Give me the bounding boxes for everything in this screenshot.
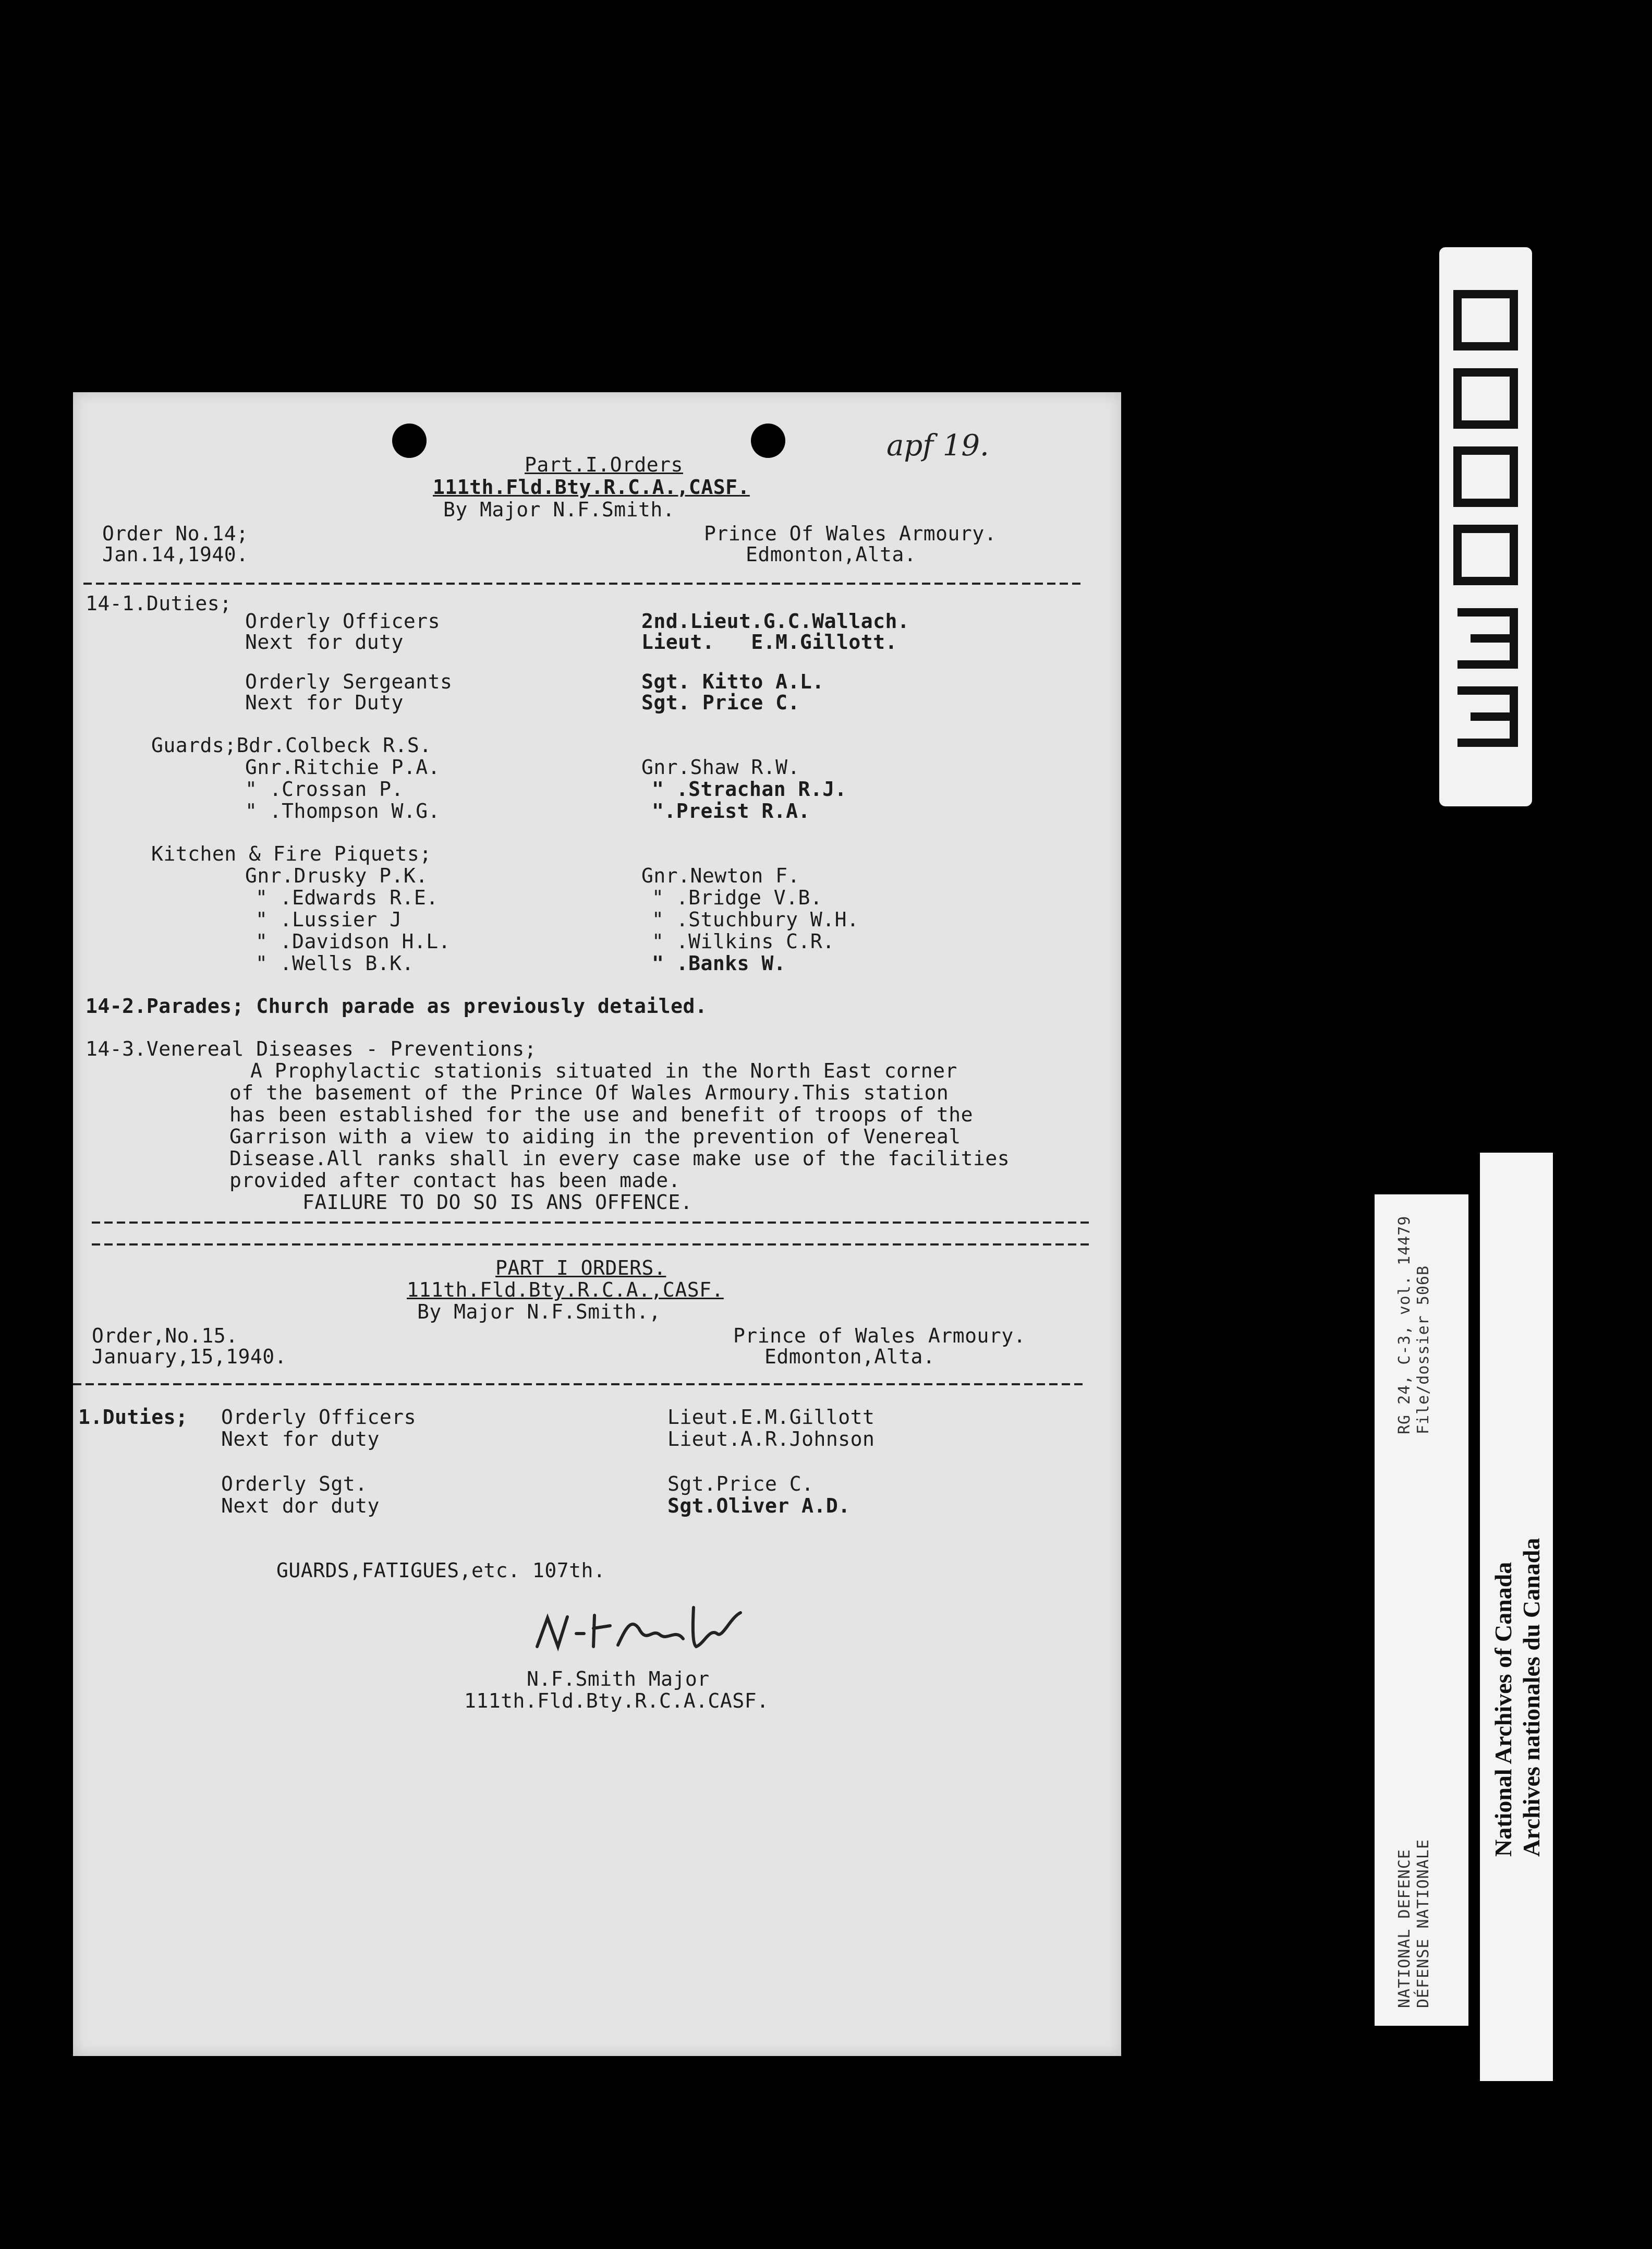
order14-unit: 111th.Fld.Bty.R.C.A.,CASF. <box>433 476 750 499</box>
orderly-sergeants-label: Orderly Sergeants <box>245 670 453 693</box>
officer-name: Lieut. E.M.Gillott. <box>641 631 897 654</box>
order15-duties-heading: 1.Duties; <box>78 1406 188 1429</box>
punch-hole <box>392 424 427 458</box>
kitchen-heading: Kitchen & Fire Piquets; <box>151 842 432 865</box>
divider <box>92 1222 1093 1224</box>
piquet-entry: Gnr.Drusky P.K. <box>245 864 428 887</box>
label-reference-line: File/dossier 506B <box>1414 1265 1432 1434</box>
archive-label-large <box>1480 1153 1553 2081</box>
sergeant-name: Sgt.Price C. <box>667 1472 814 1495</box>
officer-name: Lieut.E.M.Gillott <box>667 1406 875 1429</box>
order14-city: Edmonton,Alta. <box>746 543 917 566</box>
guard-entry: Gnr.Ritchie P.A. <box>245 756 441 779</box>
order15-date: January,15,1940. <box>92 1345 287 1368</box>
frame-number-strip <box>1439 247 1532 806</box>
officer-name: 2nd.Lieut.G.C.Wallach. <box>641 610 910 633</box>
vd-text-line: has been established for the use and benefit of troops of the <box>229 1103 974 1126</box>
piquet-entry: " .Stuchbury W.H. <box>652 908 859 931</box>
vd-text-line: of the basement of the Prince Of Wales Armoury.This station <box>229 1081 949 1104</box>
handwritten-signature <box>527 1597 777 1665</box>
sergeant-name: Sgt. Kitto A.L. <box>641 670 824 693</box>
next-duty-label: Next for Duty <box>245 691 404 714</box>
duties-heading: 14-1.Duties; <box>86 592 232 615</box>
guard-entry: Guards;Bdr.Colbeck R.S. <box>151 734 432 757</box>
orderly-officers-label: Orderly Officers <box>245 610 441 633</box>
document-page <box>73 392 1121 2056</box>
sergeant-name: Sgt.Oliver A.D. <box>667 1494 851 1517</box>
guard-entry: ".Preist R.A. <box>652 800 810 823</box>
vd-warning: FAILURE TO DO SO IS ANS OFFENCE. <box>302 1191 693 1214</box>
order15-unit: 111th.Fld.Bty.R.C.A.,CASF. <box>407 1278 724 1301</box>
officer-name: Lieut.A.R.Johnson <box>667 1428 875 1450</box>
frame-number-digits <box>1439 247 1532 806</box>
vd-text-line: A Prophylactic stationis situated in the North East corner <box>250 1059 957 1082</box>
parades-line: 14-2.Parades; Church parade as previously detailed. <box>86 995 708 1018</box>
archive-label-small <box>1375 1194 1468 2026</box>
piquet-entry: " .Wells B.K. <box>256 952 414 975</box>
orderly-sgt-label: Orderly Sgt. <box>221 1472 368 1495</box>
signatory-name: N.F.Smith Major <box>527 1667 710 1690</box>
archives-name-fr: Archives nationales du Canada <box>1518 1538 1545 1857</box>
guard-entry: " .Thompson W.G. <box>245 800 441 823</box>
order15-city: Edmonton,Alta. <box>764 1345 936 1368</box>
archives-name: National Archives of Canada <box>1490 1562 1516 1857</box>
next-duty-label: Next for duty <box>221 1428 380 1450</box>
piquet-entry: " .Edwards R.E. <box>256 886 439 909</box>
order14-date: Jan.14,1940. <box>102 543 249 566</box>
sergeant-name: Sgt. Price C. <box>641 691 800 714</box>
next-duty-label: Next dor duty <box>221 1494 380 1517</box>
punch-hole <box>751 424 785 458</box>
guard-entry: Gnr.Shaw R.W. <box>641 756 800 779</box>
piquet-entry: " .Bridge V.B. <box>652 886 823 909</box>
order14-by: By Major N.F.Smith. <box>443 498 675 521</box>
order15-heading: PART I ORDERS. <box>495 1256 666 1279</box>
order15-by: By Major N.F.Smith., <box>417 1300 661 1323</box>
order15-place: Prince of Wales Armoury. <box>733 1324 1026 1347</box>
label-defence-line: NATIONAL DEFENCE <box>1395 1849 1414 2008</box>
vd-heading: 14-3.Venereal Diseases - Preventions; <box>86 1037 537 1060</box>
divider <box>92 1243 1093 1246</box>
vd-text-line: Garrison with a view to aiding in the prevention of Venereal <box>229 1125 961 1148</box>
vd-text-line: Disease.All ranks shall in every case make use of the facilities <box>229 1147 1010 1170</box>
piquet-entry: " .Wilkins C.R. <box>652 930 835 953</box>
piquet-entry: " .Banks W. <box>652 952 786 975</box>
guard-entry: " .Strachan R.J. <box>652 778 847 801</box>
divider <box>73 1383 1085 1385</box>
signatory-unit: 111th.Fld.Bty.R.C.A.CASF. <box>464 1689 769 1712</box>
label-defence-line: DÉFENSE NATIONALE <box>1414 1839 1432 2008</box>
order14-place: Prince Of Wales Armoury. <box>704 522 997 545</box>
guard-entry: " .Crossan P. <box>245 778 404 801</box>
order15-number: Order,No.15. <box>92 1324 238 1347</box>
piquet-entry: Gnr.Newton F. <box>641 864 800 887</box>
label-reference-line: RG 24, C-3, vol. 14479 <box>1395 1215 1414 1434</box>
divider <box>83 583 1085 585</box>
piquet-entry: " .Davidson H.L. <box>256 930 451 953</box>
orderly-officers-label: Orderly Officers <box>221 1406 417 1429</box>
handwritten-annotation: apf 19. <box>886 429 989 463</box>
next-duty-label: Next for duty <box>245 631 404 654</box>
guards-fatigues-line: GUARDS,FATIGUES,etc. 107th. <box>276 1559 606 1582</box>
order14-heading: Part.I.Orders <box>525 453 683 476</box>
piquet-entry: " .Lussier J <box>256 908 402 931</box>
vd-text-line: provided after contact has been made. <box>229 1169 681 1192</box>
order14-number: Order No.14; <box>102 522 249 545</box>
